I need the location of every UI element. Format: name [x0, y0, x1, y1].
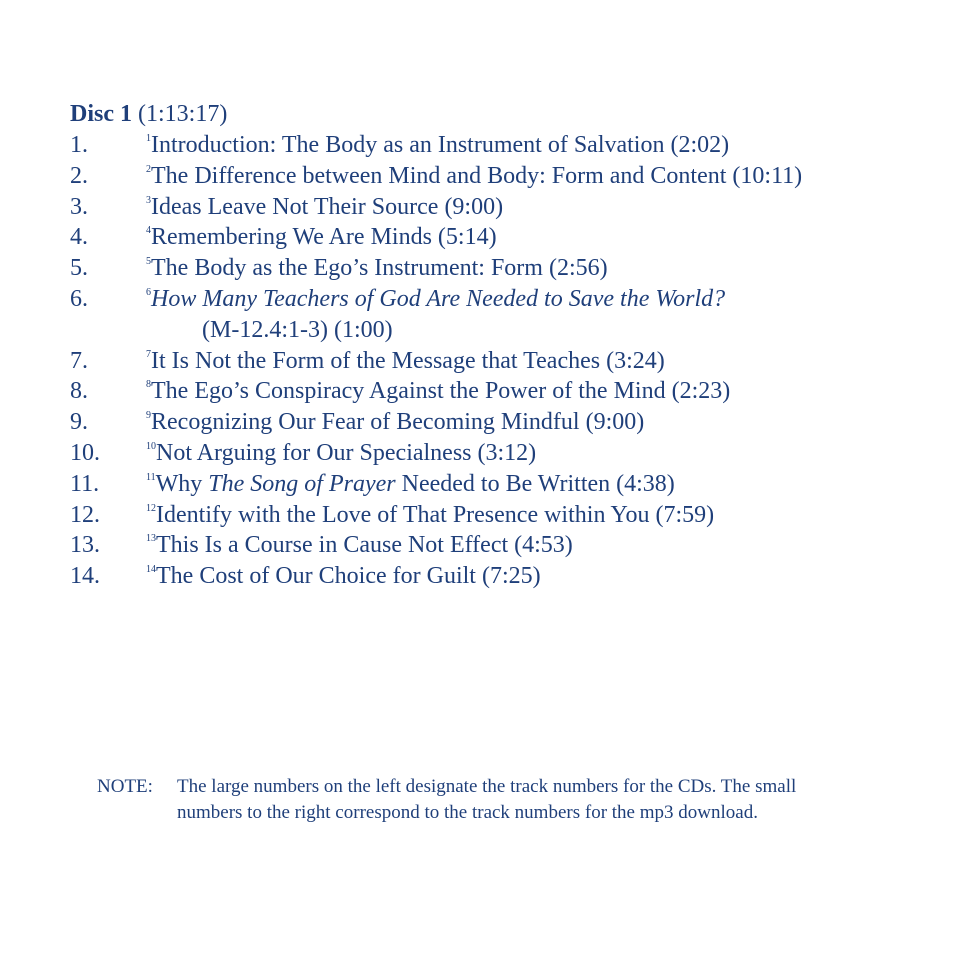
cd-track-number: 7. [70, 347, 88, 374]
track-title-text: Identify with the Love of That Presence within You (7:59) [156, 501, 715, 528]
cd-track-number: 13. [70, 532, 100, 559]
cd-track-number: 11. [70, 470, 100, 497]
mp3-track-number: 13 [146, 533, 156, 545]
cd-track-number: 3. [70, 193, 88, 220]
cd-track-number: 14. [70, 563, 100, 590]
mp3-track-number: 5 [146, 256, 151, 268]
mp3-track-number: 2 [146, 163, 151, 175]
note-line: The large numbers on the left designate the track numbers for the CDs. The small [177, 776, 797, 797]
mp3-track-number: 11 [146, 471, 156, 483]
track-title-text: The Cost of Our Choice for Guilt (7:25) [156, 563, 541, 590]
track-title-text: The Ego’s Conspiracy Against the Power of the Mind (2:23) [151, 378, 731, 405]
track-title [146, 561, 541, 592]
mp3-track-number: 10 [146, 440, 156, 452]
mp3-track-number: 4 [146, 225, 151, 237]
cd-track-number: 2. [70, 162, 88, 189]
track-title-text: Remembering We Are Minds (5:14) [151, 224, 497, 251]
track-title-text: Not Arguing for Our Specialness (3:12) [156, 439, 537, 466]
track-title [146, 500, 714, 531]
mp3-track-number: 3 [146, 194, 151, 206]
cd-track-number: 9. [70, 409, 88, 436]
track-title [146, 253, 608, 284]
track-title [146, 469, 675, 500]
track-title-text: Recognizing Our Fear of Becoming Mindful (9:00) [151, 409, 645, 436]
track-title [146, 407, 644, 438]
mp3-track-number: 8 [146, 379, 151, 391]
track-title-text: This Is a Course in Cause Not Effect (4:53) [156, 532, 573, 559]
track-title-continuation: (M-12.4:1-3) (1:00) [202, 316, 393, 343]
track-title-text: Needed to Be Written (4:38) [395, 470, 675, 497]
cd-track-number: 4. [70, 224, 88, 251]
track-title [146, 438, 536, 469]
cd-track-number: 10. [70, 439, 100, 466]
track-title [146, 346, 665, 377]
track-title-text: The Song of Prayer [208, 470, 396, 497]
track-title-text: Why [155, 470, 209, 497]
note-line: numbers to the right correspond to the track numbers for the mp3 download. [177, 802, 758, 823]
track-title [146, 222, 497, 253]
mp3-track-number: 6 [146, 286, 151, 298]
track-title-text: Ideas Leave Not Their Source (9:00) [151, 193, 504, 220]
mp3-track-number: 7 [146, 348, 151, 360]
track-title [146, 530, 573, 561]
track-title [146, 130, 729, 161]
mp3-track-number: 12 [146, 502, 156, 514]
track-title-text: Introduction: The Body as an Instrument of Salvation (2:02) [151, 132, 730, 158]
mp3-track-number: 9 [146, 410, 151, 422]
track-title [146, 192, 503, 223]
disc-duration: (1:13:17) [138, 101, 228, 127]
note-label: NOTE: [97, 776, 153, 797]
track-title-text: The Difference between Mind and Body: Form and Content (10:11) [151, 162, 803, 189]
mp3-track-number: 1 [146, 133, 151, 144]
track-title [146, 376, 730, 407]
cd-track-number: 1. [70, 132, 88, 158]
disc-label: Disc 1 [70, 101, 132, 127]
cd-track-number: 6. [70, 285, 88, 312]
cd-track-number: 8. [70, 378, 88, 405]
track-title-text: How Many Teachers of God Are Needed to Save the World? [151, 285, 726, 312]
cd-track-number: 5. [70, 255, 88, 282]
track-title [146, 161, 802, 192]
cd-track-number: 12. [70, 501, 100, 528]
mp3-track-number: 14 [146, 564, 156, 576]
track-title [146, 284, 725, 315]
disc-header [70, 99, 227, 129]
track-title-text: The Body as the Ego’s Instrument: Form (2:56) [151, 255, 608, 282]
track-title-text: It Is Not the Form of the Message that Teaches (3:24) [151, 347, 665, 374]
